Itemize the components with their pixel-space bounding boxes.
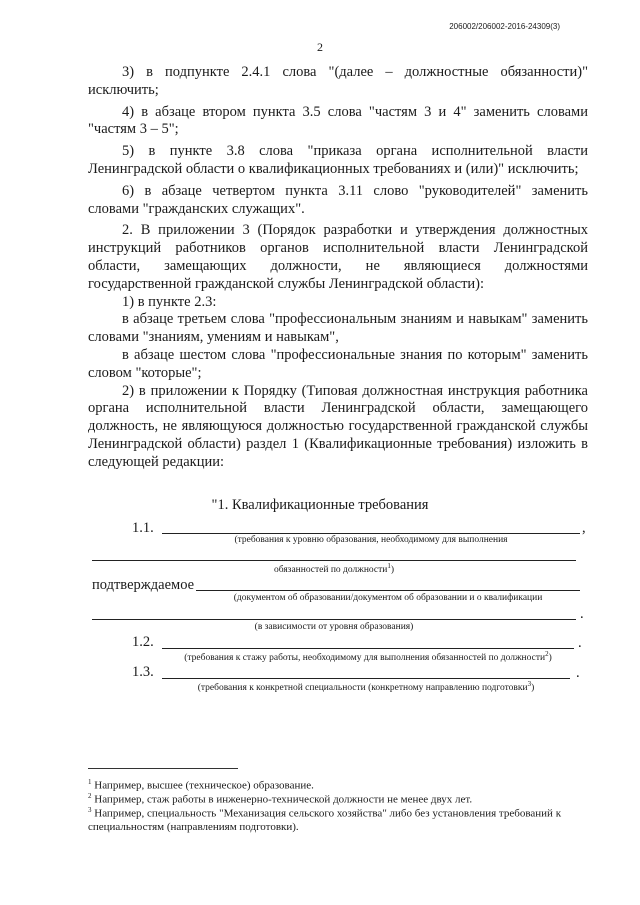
caption-specialty: (требования к конкретной специальности (конкретному направлению подготовки$^3$) bbox=[197, 680, 535, 694]
item-1-3-number: 1.3. bbox=[132, 664, 154, 680]
confirmed-line bbox=[196, 590, 580, 591]
paragraph-3: 3) в подпункте 2.4.1 слова "(далее – должностные обязанности)" исключить; bbox=[88, 64, 588, 98]
education-line-2 bbox=[92, 560, 576, 561]
footnote-3: $^3$ Например, специальность "Механизация сельского хозяйства" либо без установления требований к специальностям (направлениям подготовки). bbox=[88, 806, 562, 833]
paragraph-item-2: 2) в приложении к Порядку (Типовая должностная инструкция работника органа исполнительной власти Ленинградской области, замещающего должность, не являющуюся должностью государственной гражданской службы Ленинградской области) раздел 1 (Квалификационные требования) изложить в следующей редакции: bbox=[88, 382, 588, 470]
caption-education-level: (требования к уровню образования, необходимому для выполнения bbox=[234, 535, 508, 545]
page-number: 2 bbox=[317, 40, 323, 54]
item-1-3-period: . bbox=[576, 665, 580, 681]
caption-document: (документом об образовании/документом об образовании и о квалификации bbox=[233, 593, 543, 603]
item-1-2-period: . bbox=[578, 635, 582, 651]
paragraph-5: 5) в пункте 3.8 слова "приказа органа исполнительной власти Ленинградской области о квалификационных требованиях и (или)" исключить; bbox=[88, 143, 588, 177]
item-1-1-line bbox=[162, 533, 580, 534]
confirmed-label: подтверждаемое bbox=[92, 577, 195, 593]
caption-level: (в зависимости от уровня образования) bbox=[254, 622, 414, 632]
section-title: "1. Квалификационные требования bbox=[211, 497, 429, 513]
footnote-1: $^1$ Например, высшее (техническое) образование. bbox=[88, 778, 314, 792]
paragraph-abzac-3: в абзаце третьем слова "профессиональным знаниям и навыкам" заменить словами "знаниям, умениям и навыкам", bbox=[88, 311, 588, 346]
level-period: . bbox=[580, 606, 584, 622]
caption-experience: (требования к стажу работы, необходимому для выполнения обязанностей по должности$^2$) bbox=[184, 650, 552, 664]
paragraph-abzac-6: в абзаце шестом слова "профессиональные знания по которым" заменить словом "которые"; bbox=[88, 346, 588, 381]
paragraph-4: 4) в абзаце втором пункта 3.5 слова "частям 3 и 4" заменить словами "частям 3 – 5"; bbox=[88, 103, 588, 138]
item-1-1-number: 1.1. bbox=[132, 520, 154, 536]
footnote-2: $^2$ Например, стаж работы в инженерно-технической должности не менее двух лет. bbox=[88, 792, 473, 806]
item-1-2-line bbox=[162, 648, 574, 649]
level-line bbox=[92, 619, 576, 620]
paragraph-6: 6) в абзаце четвертом пункта 3.11 слово "руководителей" заменить словами "гражданских служащих". bbox=[88, 182, 588, 217]
amendments-body bbox=[88, 64, 588, 472]
item-1-2-number: 1.2. bbox=[132, 634, 154, 650]
item-1-3-line bbox=[162, 678, 570, 679]
footnote-separator bbox=[88, 768, 238, 769]
caption-duties: обязанностей по должности$^1$) bbox=[273, 562, 395, 576]
item-1-1-comma: , bbox=[582, 520, 586, 536]
paragraph-appendix-3: 2. В приложении 3 (Порядок разработки и утверждения должностных инструкций работников органов исполнительной власти Ленинградской области, замещающих должности, не являющиеся должностями государственной гражданской службы Ленинградской области): bbox=[88, 222, 588, 292]
document-id: 206002/206002-2016-24309(3) bbox=[449, 22, 560, 31]
paragraph-item-1: 1) в пункте 2.3: bbox=[122, 293, 217, 310]
